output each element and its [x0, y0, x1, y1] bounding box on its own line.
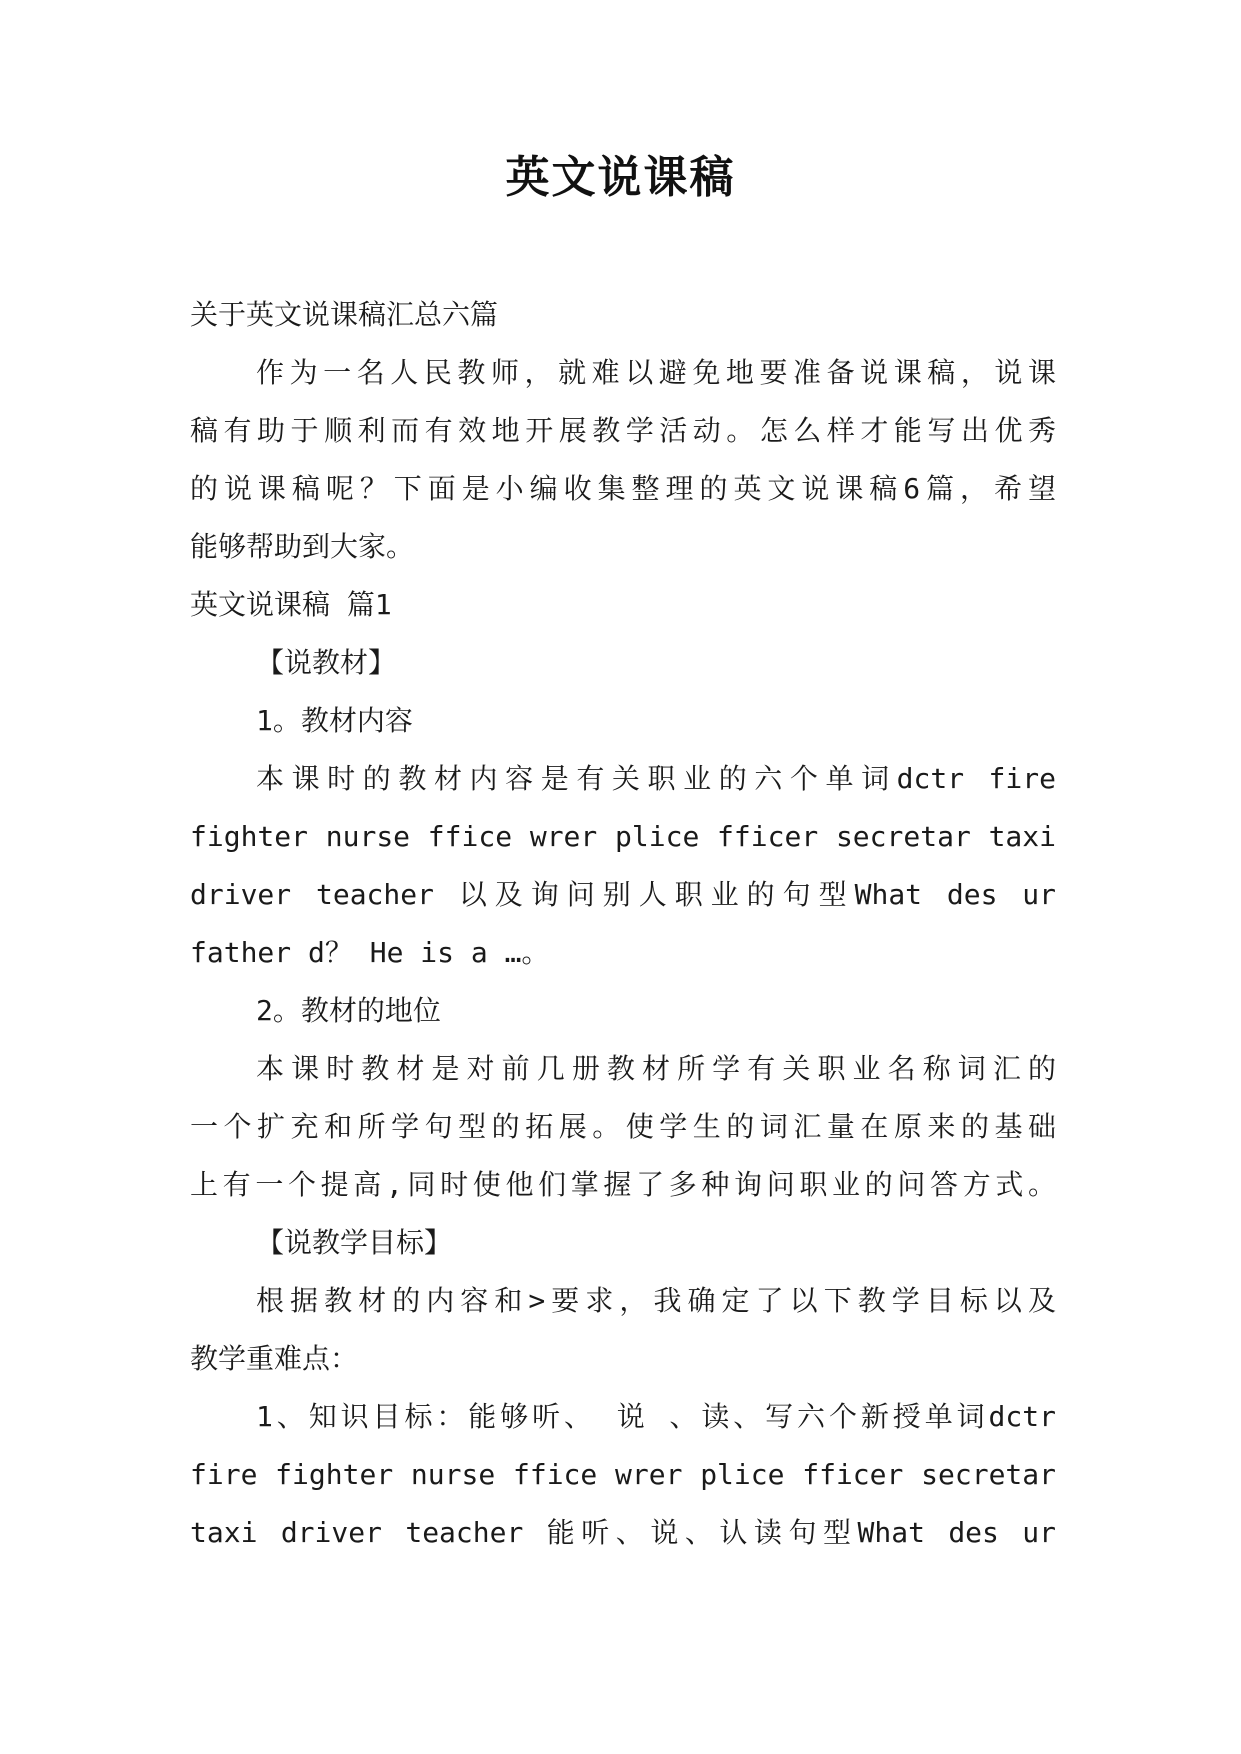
paragraph-line: driver teacher 以及询问别人职业的句型What des ur: [190, 878, 1056, 911]
document-body: [190, 286, 1056, 1562]
paragraph-line: fire fighter nurse ffice wrer plice fficer secretar: [190, 1458, 1056, 1491]
paragraph-line: 本课时的教材内容是有关职业的六个单词dctr fire: [256, 762, 1056, 795]
paragraph-line: 稿有助于顺利而有效地开展教学活动。怎么样才能写出优秀: [190, 414, 1056, 447]
subsection-heading: 1。教材内容: [256, 704, 413, 737]
paragraph-line: fighter nurse ffice wrer plice fficer secretar taxi: [190, 820, 1056, 853]
paragraph-line: 一个扩充和所学句型的拓展。使学生的词汇量在原来的基础: [190, 1110, 1056, 1143]
paragraph-line: 的说课稿呢？下面是小编收集整理的英文说课稿6篇，希望: [190, 472, 1056, 505]
paragraph-line: taxi driver teacher 能听、说、认读句型What des ur: [190, 1516, 1056, 1549]
intro-heading: 关于英文说课稿汇总六篇: [190, 298, 499, 331]
document-title: 英文说课稿: [505, 152, 736, 203]
paragraph-line: 教学重难点：: [190, 1342, 359, 1375]
paragraph-line: 上有一个提高,同时使他们掌握了多种询问职业的问答方式。: [190, 1168, 1056, 1201]
paragraph-line: father d？ He is a …。: [190, 936, 550, 969]
subsection-heading: 【说教学目标】: [256, 1226, 453, 1259]
subsection-heading: 2。教材的地位: [256, 994, 441, 1027]
section-heading: 英文说课稿 篇1: [190, 588, 392, 621]
paragraph-line: 1、知识目标：能够听、 说 、读、写六个新授单词dctr: [256, 1400, 1056, 1433]
paragraph-line: 作为一名人民教师，就难以避免地要准备说课稿，说课: [256, 356, 1056, 389]
paragraph-line: 本课时教材是对前几册教材所学有关职业名称词汇的: [256, 1052, 1056, 1085]
paragraph-line: 根据教材的内容和>要求，我确定了以下教学目标以及: [256, 1284, 1056, 1317]
paragraph-line: 能够帮助到大家。: [190, 530, 415, 563]
subsection-heading: 【说教材】: [256, 646, 397, 679]
